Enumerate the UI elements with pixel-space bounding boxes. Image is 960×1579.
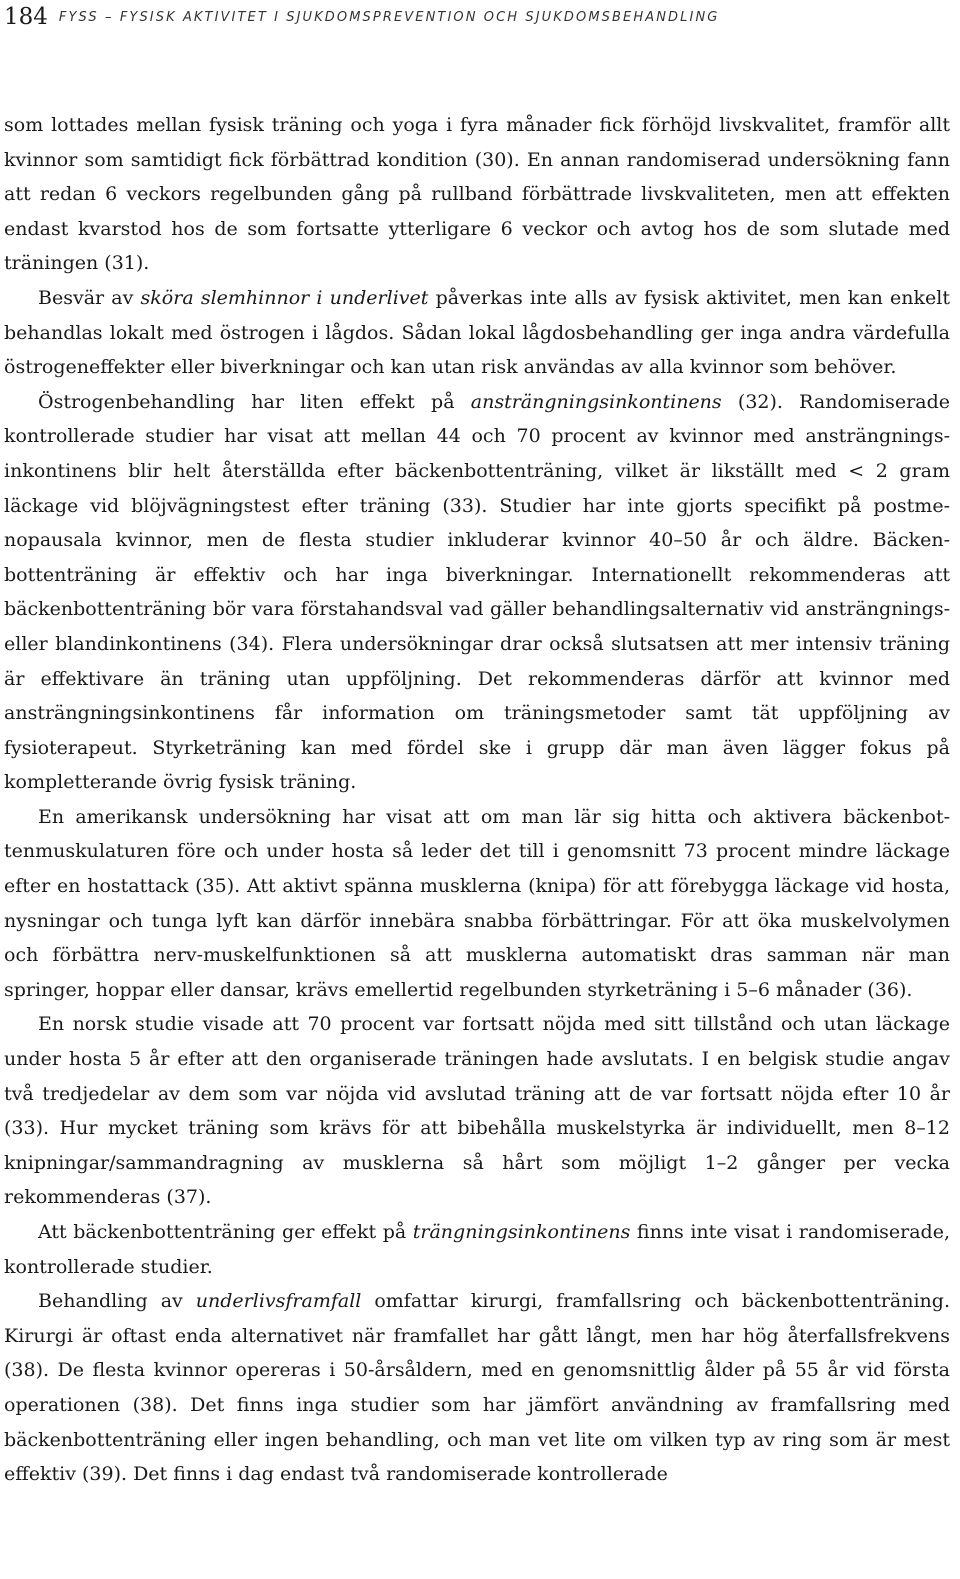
paragraph [4, 1007, 950, 1215]
paragraph-text: omfattar kirurgi, framfallsring och bäckenbottenträning. Kirurgi är oftast enda alternativet när framfallet har gått långt, men har hög återfallsfrekvens (38). De flesta kvinnor opereras i 50-årsåldern, med en genomsnittlig ålder på 55 år vid första operationen (38). Det finns inga studier som har jämfört användning av framfallsring med bäckenbottenträning eller ingen behandling, och man vet lite om vilken typ av ring som är mest effektiv (39). Det finns i dag endast två randomiserade kontrollerade [4, 1290, 950, 1486]
paragraph-text: (32). Randomiserade kontrollerade studier har visat att mellan 44 och 70 procent av kvinnor med ansträngningsinkontinens blir helt återställda efter bäckenbottenträning, vilket är likställt med < 2 gram läckage vid blöjvägningstest efter träning (33). Studier har inte gjorts specifikt på postmenopausala kvinnor, men de flesta studier inkluderar kvinnor 40–50 år och äldre. Bäckenbottenträning är effektiv och har inga biverkningar. Internationellt rekommenderas att bäckenbottenträning bör vara förstahandsval vad gäller behandlingsalternativ vid ansträngnings- eller blandinkontinens (34). Flera undersökningar drar också slutsatsen att mer intensiv träning är effektivare än träning utan uppföljning. Det rekommenderas därför att kvinnor med ansträngningsinkontinens får information om träningsmetoder samt tät uppföljning av fysioterapeut. Styrketräning kan med fördel ske i grupp där man även lägger fokus på kompletterande övrig fysisk träning. [4, 390, 950, 794]
paragraph-text: Behandling av [38, 1290, 196, 1313]
paragraph [4, 385, 950, 800]
emphasized-term: underlivsframfall [195, 1290, 362, 1313]
paragraph [4, 1284, 950, 1492]
emphasized-term: ansträngningsinkontinens [470, 390, 722, 413]
paragraph [4, 800, 950, 1008]
emphasized-term: sköra slemhinnor i underlivet [140, 286, 429, 309]
paragraph-text: Östrogenbehandling har liten effekt på [38, 390, 471, 413]
page-header [4, 0, 719, 34]
paragraph [4, 108, 950, 281]
emphasized-term: trängningsinkontinens [412, 1221, 631, 1243]
paragraph-text: En norsk studie visade att 70 procent var fortsatt nöjda med sitt tillstånd och utan läckage under hosta 5 år efter att den organiserade träningen hade avslutats. I en belgisk studie angav två tredjedelar av dem som var nöjda vid avslutad träning att de var fortsatt nöjda efter 10 år (33). Hur mycket träning som krävs för att bibehålla muskelstyrka är individuellt, men 8–12 knipningar/sammandragning av musklerna så hårt som möjligt 1–2 gånger per vecka rekommenderas (37). [4, 1013, 950, 1209]
paragraph-text: En amerikansk undersökning har visat att om man lär sig hitta och aktivera bäckenbottenmuskulaturen före och under hosta så leder det till i genomsnitt 73 procent mindre läckage efter en hostattack (35). Att aktivt spänna musklerna (knipa) för att förebygga läckage vid hosta, nysningar och tunga lyft kan därför innebära snabba förbättringar. För att öka muskelvolymen och förbättra nerv-muskelfunktionen så att musklerna automatiskt dras samman när man springer, hoppar eller dansar, krävs emellertid regelbunden styrketräning i 5–6 månader (36). [4, 805, 950, 1001]
paragraph [4, 1215, 950, 1284]
paragraph-text: som lottades mellan fysisk träning och yoga i fyra månader fick förhöjd livskvalitet, framför allt kvinnor som samtidigt fick förbättrad kondition (30). En annan randomiserad undersökning fann att redan 6 veckors regelbunden gång på rullband förbättrade livskvaliteten, men att effekten endast kvarstod hos de som fortsatte ytterligare 6 veckor och avtog hos de som slutade med träningen (31). [4, 114, 950, 275]
page-number: 184 [4, 4, 48, 30]
paragraph-text: Besvär av [38, 286, 141, 309]
paragraph-text: Att bäckenbottenträning ger effekt på [38, 1221, 413, 1243]
body-text [4, 108, 950, 1492]
paragraph-text: finns inte visat i randomiserade, kontrollerade studier. [4, 1221, 950, 1278]
paragraph-text: påverkas inte alls av fysisk aktivitet, men kan enkelt behandlas lokalt med östrogen i lågdos. Sådan lokal lågdosbehandling ger inga andra värdefulla östrogeneffekter eller biverkningar och kan utan risk användas av alla kvinnor som behöver. [4, 286, 950, 379]
running-title: FYSS – FYSISK AKTIVITET I SJUKDOMSPREVENTION OCH SJUKDOMSBEHANDLING [58, 9, 720, 25]
paragraph [4, 281, 950, 385]
